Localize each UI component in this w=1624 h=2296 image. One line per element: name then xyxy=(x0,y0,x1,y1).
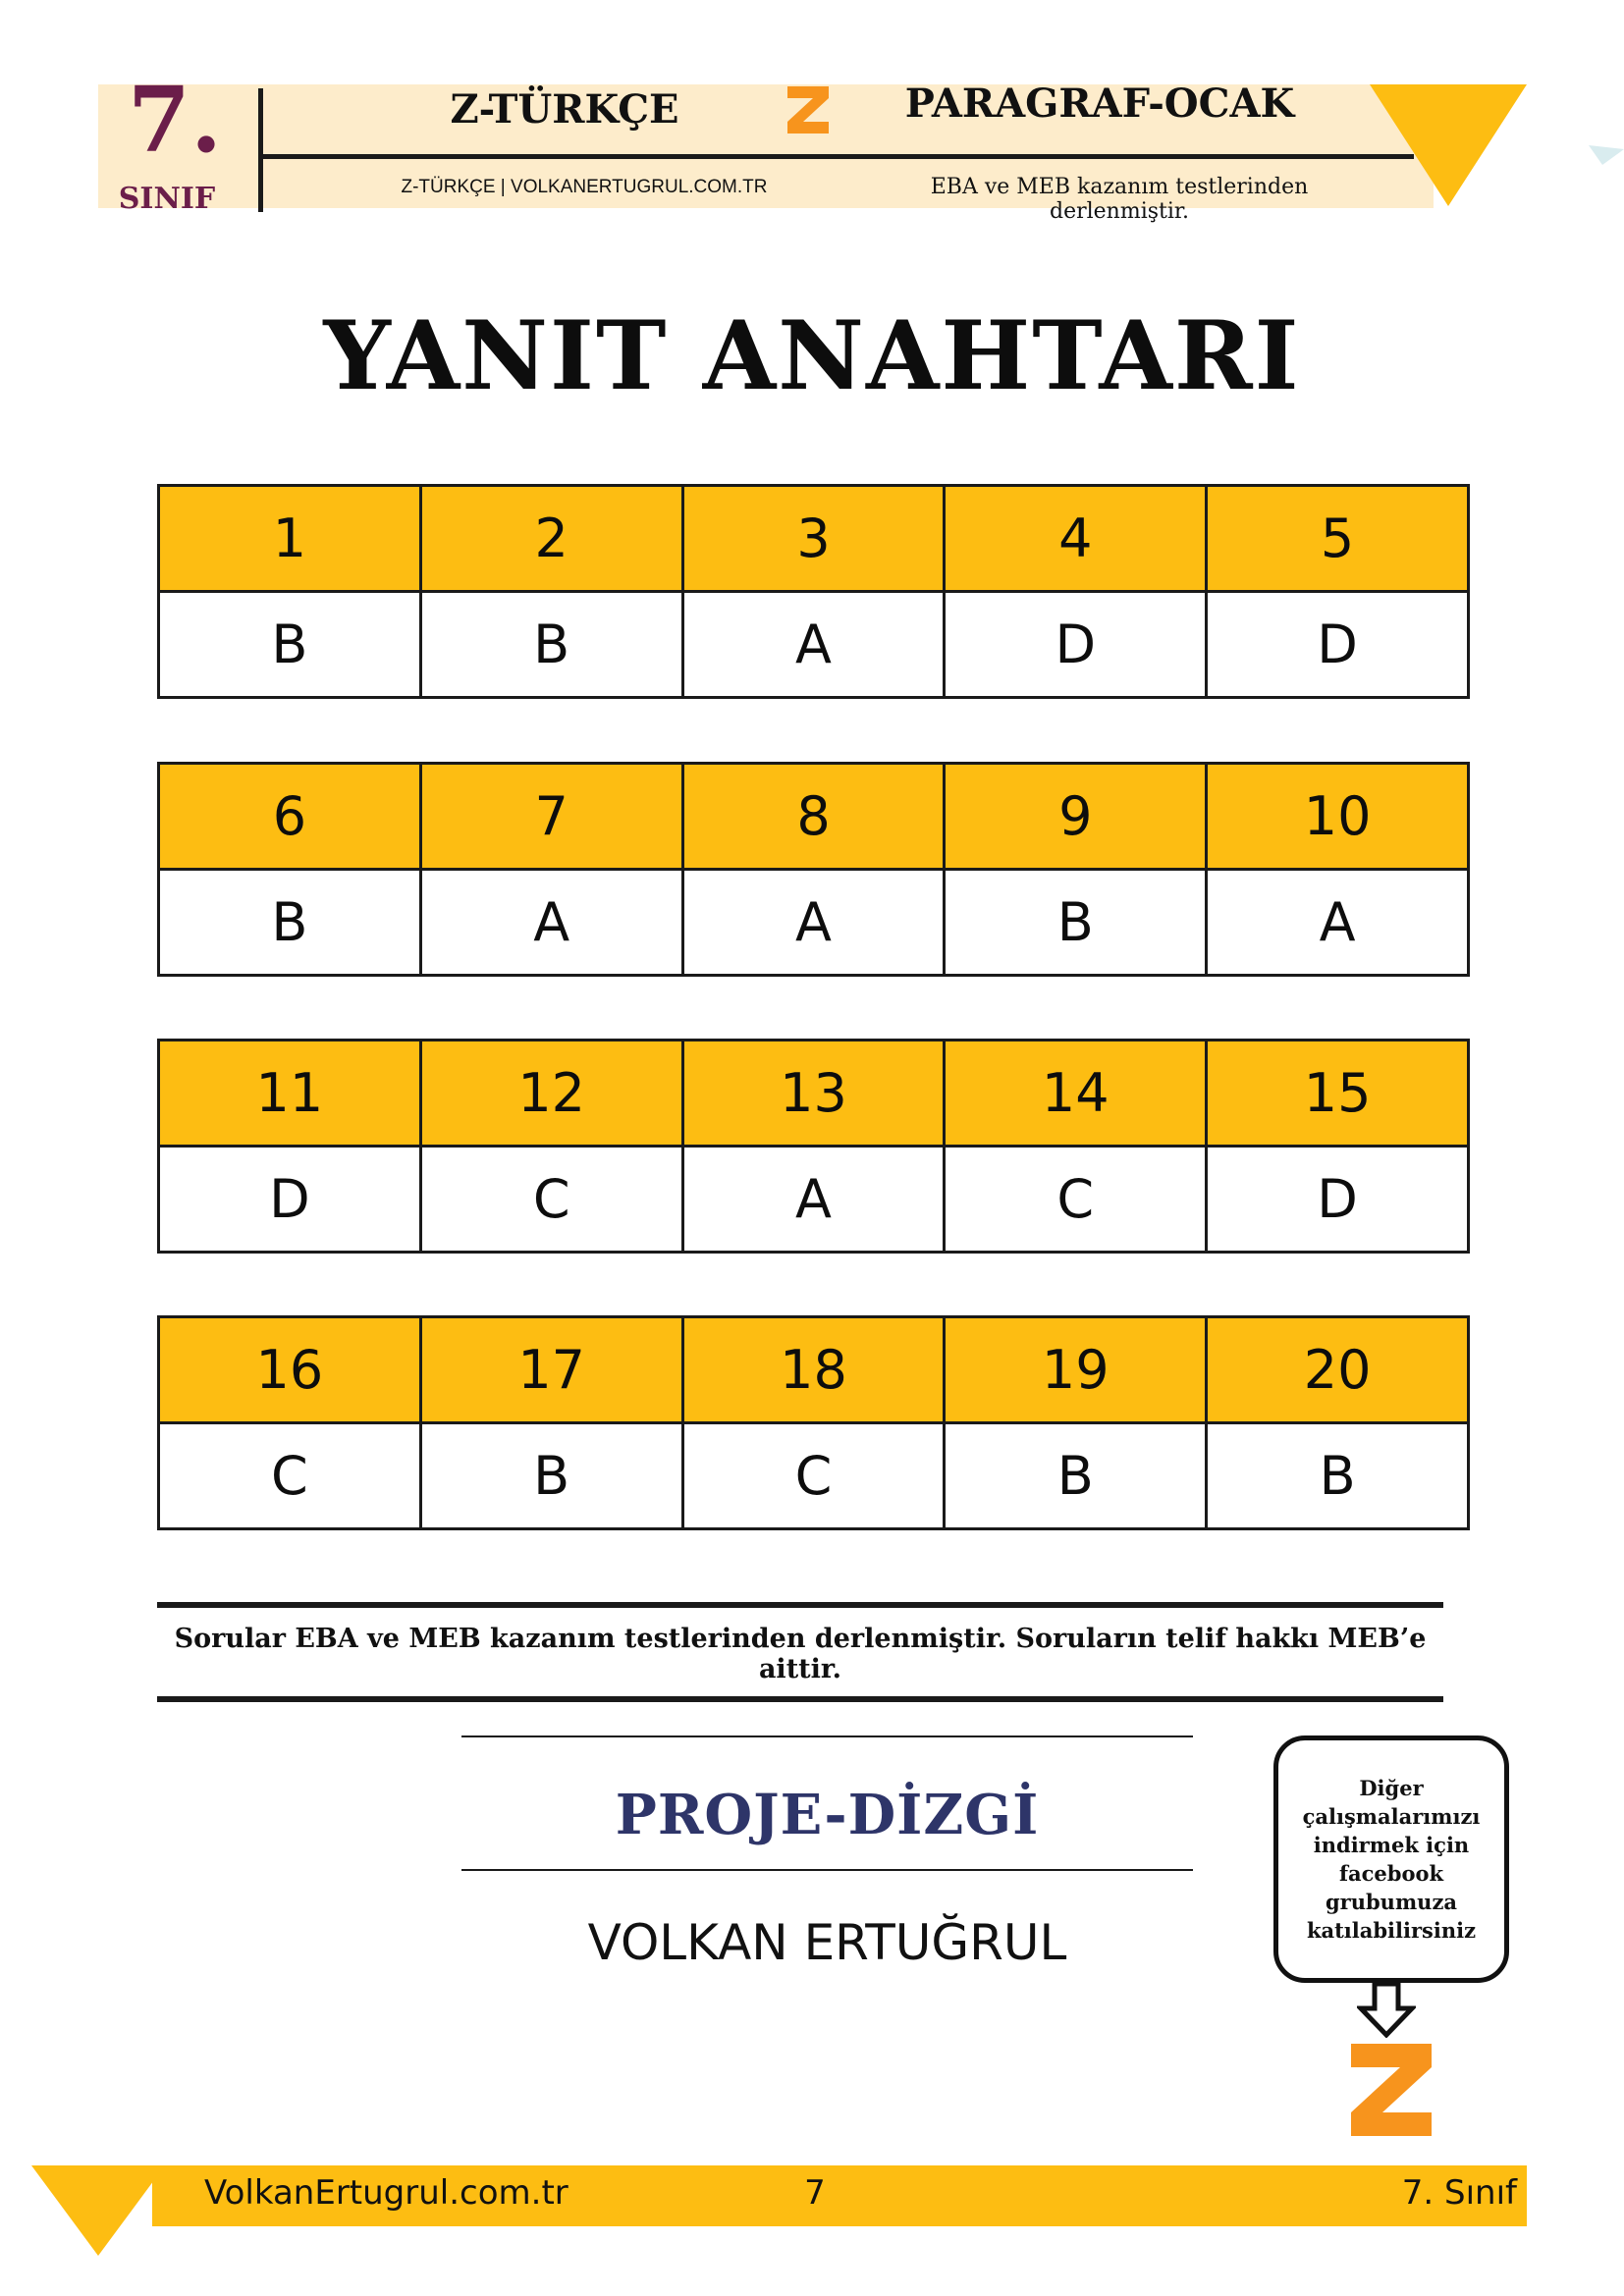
question-number: 2 xyxy=(420,486,682,592)
header-source-line: EBA ve MEB kazanım testlerinden derlenmiştir. xyxy=(930,175,1309,224)
question-number: 19 xyxy=(945,1317,1207,1423)
footer-grade: 7. Sınıf xyxy=(1401,2173,1517,2213)
question-number: 9 xyxy=(945,764,1207,870)
question-number: 1 xyxy=(159,486,421,592)
credit-divider-top xyxy=(461,1735,1193,1737)
question-number: 17 xyxy=(420,1317,682,1423)
page-title: YANIT ANAHTARI xyxy=(323,300,1301,411)
footer-site: VolkanErtugrul.com.tr xyxy=(204,2173,568,2213)
note-divider-top xyxy=(157,1602,1443,1608)
question-number: 16 xyxy=(159,1317,421,1423)
answer-letter: D xyxy=(1207,592,1469,698)
answer-letter: C xyxy=(159,1423,421,1529)
z-turkce-logo-icon xyxy=(1347,2040,1435,2140)
callout-line: katılabilirsiniz xyxy=(1306,1918,1477,1943)
question-number: 18 xyxy=(682,1317,945,1423)
credit-divider-bottom xyxy=(461,1869,1193,1871)
question-number: 14 xyxy=(945,1041,1207,1147)
answer-letter: C xyxy=(945,1147,1207,1253)
question-number: 7 xyxy=(420,764,682,870)
question-number: 10 xyxy=(1207,764,1469,870)
question-number: 13 xyxy=(682,1041,945,1147)
header-divider-horizontal xyxy=(263,154,1414,159)
answer-key-table-1 xyxy=(157,484,1470,699)
callout-line: facebook xyxy=(1338,1861,1444,1886)
answer-letter: A xyxy=(420,870,682,976)
answer-key-table-2 xyxy=(157,762,1470,977)
z-turkce-logo-icon xyxy=(785,84,831,135)
page-number: 7 xyxy=(804,2173,826,2213)
grade-number: 7. xyxy=(127,67,223,173)
down-arrow-icon xyxy=(1357,1981,1416,2038)
question-number: 12 xyxy=(420,1041,682,1147)
question-number: 4 xyxy=(945,486,1207,592)
answer-letter: B xyxy=(945,1423,1207,1529)
answer-letter: C xyxy=(420,1147,682,1253)
question-number: 3 xyxy=(682,486,945,592)
answer-letter: B xyxy=(945,870,1207,976)
question-number: 20 xyxy=(1207,1317,1469,1423)
answer-letter: B xyxy=(420,1423,682,1529)
answer-key-table-3 xyxy=(157,1039,1470,1254)
callout-line: grubumuza xyxy=(1325,1890,1457,1914)
callout-line: çalışmalarımızı xyxy=(1302,1804,1481,1829)
answer-letter: B xyxy=(420,592,682,698)
answer-letter: D xyxy=(159,1147,421,1253)
facebook-group-callout xyxy=(1273,1735,1509,1983)
answer-letter: D xyxy=(1207,1147,1469,1253)
header-divider-vertical xyxy=(258,88,263,212)
footer-corner-triangle xyxy=(31,2165,165,2256)
question-number: 8 xyxy=(682,764,945,870)
answer-letter: A xyxy=(682,870,945,976)
callout-text xyxy=(1303,1774,1481,1945)
header-brand: Z-TÜRKÇE xyxy=(450,86,679,133)
credit-role: PROJE-DİZGİ xyxy=(615,1783,1040,1847)
answer-letter: B xyxy=(159,870,421,976)
answer-key-table-4 xyxy=(157,1315,1470,1530)
corner-mark-icon xyxy=(1589,145,1624,165)
credit-name: VOLKAN ERTUĞRUL xyxy=(587,1914,1067,1971)
answer-letter: B xyxy=(159,592,421,698)
answer-letter: A xyxy=(682,592,945,698)
header-topic: PARAGRAF-OCAK xyxy=(904,80,1295,127)
callout-line: indirmek için xyxy=(1313,1833,1470,1857)
grade-label: SINIF xyxy=(118,182,216,216)
answer-letter: A xyxy=(682,1147,945,1253)
answer-letter: B xyxy=(1207,1423,1469,1529)
question-number: 6 xyxy=(159,764,421,870)
callout-line: Diğer xyxy=(1359,1776,1424,1800)
question-number: 5 xyxy=(1207,486,1469,592)
header-corner-triangle xyxy=(1370,84,1527,206)
header-site-line: Z-TÜRKÇE | VOLKANERTUGRUL.COM.TR xyxy=(401,177,768,197)
copyright-note: Sorular EBA ve MEB kazanım testlerinden derlenmiştir. Soruların telif hakkı MEB’e aittir. xyxy=(174,1624,1427,1684)
answer-letter: D xyxy=(945,592,1207,698)
question-number: 11 xyxy=(159,1041,421,1147)
answer-letter: A xyxy=(1207,870,1469,976)
answer-letter: C xyxy=(682,1423,945,1529)
note-divider-bottom xyxy=(157,1696,1443,1702)
question-number: 15 xyxy=(1207,1041,1469,1147)
